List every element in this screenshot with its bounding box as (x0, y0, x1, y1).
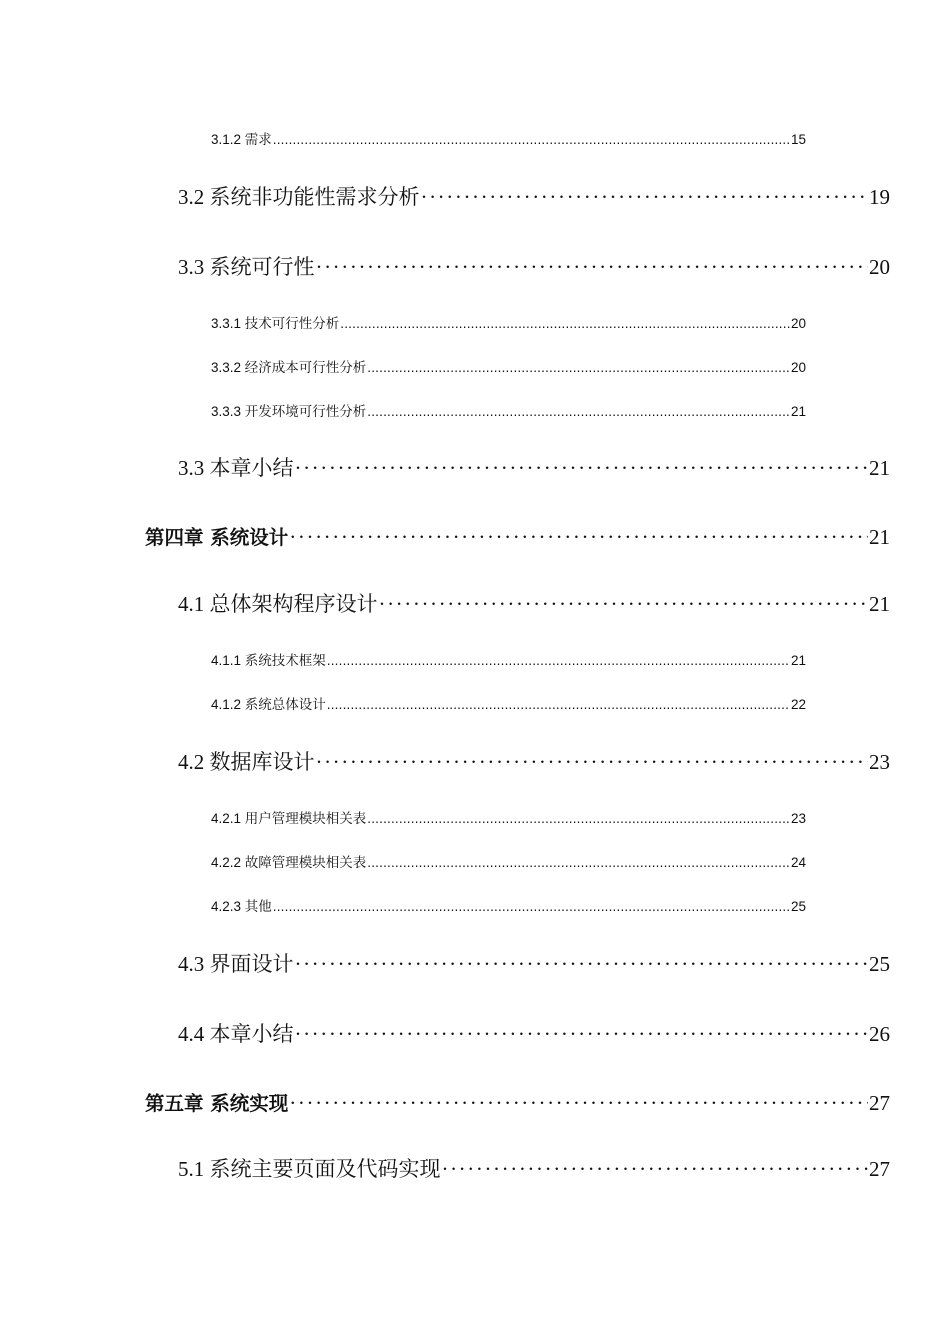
dot-leader (367, 404, 790, 419)
dot-leader (273, 899, 790, 914)
dot-leader (327, 653, 790, 668)
dot-leader (289, 525, 868, 550)
toc-entry-page: 22 (790, 697, 806, 712)
toc-entry-title: 3.3 本章小结 (178, 456, 294, 480)
toc-entry-title: 4.4 本章小结 (178, 1022, 294, 1046)
toc-entry-chapter-4[interactable] (145, 522, 890, 550)
toc-entry-page: 21 (869, 592, 890, 616)
toc-entry-3-3-1[interactable] (211, 312, 806, 332)
toc-entry-page: 26 (869, 1022, 890, 1046)
toc-entry-title: 3.3 系统可行性 (178, 255, 315, 279)
toc-entry-page: 25 (869, 952, 890, 976)
dot-leader (327, 697, 790, 712)
toc-entry-title: 第四章 系统设计 (145, 526, 289, 549)
toc-entry-title: 4.2.2 故障管理模块相关表 (211, 855, 367, 870)
toc-entry-3-3-summary[interactable] (178, 452, 890, 482)
toc-entry-4-1-2[interactable] (211, 693, 806, 713)
toc-entry-title: 3.3.3 开发环境可行性分析 (211, 404, 367, 419)
toc-entry-3-3[interactable] (178, 251, 890, 281)
toc-entry-page: 15 (790, 132, 806, 147)
toc-entry-page: 21 (790, 653, 806, 668)
toc-entry-page: 27 (869, 1091, 890, 1115)
toc-entry-page: 27 (869, 1157, 890, 1181)
toc-entry-4-4[interactable] (178, 1018, 890, 1048)
toc-entry-3-1-2[interactable] (211, 128, 806, 148)
dot-leader (367, 811, 790, 826)
dot-leader (295, 952, 869, 977)
toc-entry-page: 21 (790, 404, 806, 419)
toc-entry-4-2-2[interactable] (211, 851, 806, 871)
dot-leader (367, 855, 790, 870)
toc-entry-5-1[interactable] (178, 1153, 890, 1183)
toc-entry-3-3-2[interactable] (211, 356, 806, 376)
toc-entry-title: 4.1 总体架构程序设计 (178, 592, 378, 616)
toc-entry-page: 20 (869, 255, 890, 279)
dot-leader (316, 255, 869, 280)
toc-entry-3-2[interactable] (178, 181, 890, 211)
toc-entry-page: 20 (790, 360, 806, 375)
toc-entry-page: 24 (790, 855, 806, 870)
toc-entry-4-2[interactable] (178, 746, 890, 776)
toc-entry-page: 21 (869, 456, 890, 480)
toc-entry-title: 3.3.1 技术可行性分析 (211, 316, 340, 331)
toc-entry-page: 23 (790, 811, 806, 826)
toc-entry-title: 3.3.2 经济成本可行性分析 (211, 360, 367, 375)
toc-entry-title: 4.1.2 系统总体设计 (211, 697, 326, 712)
toc-entry-title: 第五章 系统实现 (145, 1092, 289, 1115)
dot-leader (442, 1157, 869, 1182)
toc-entry-title: 3.1.2 需求 (211, 132, 272, 147)
toc-entry-page: 21 (869, 525, 890, 549)
toc-entry-4-1-1[interactable] (211, 649, 806, 669)
toc-entry-title: 5.1 系统主要页面及代码实现 (178, 1157, 441, 1181)
dot-leader (295, 1022, 869, 1047)
toc-entry-title: 4.1.1 系统技术框架 (211, 653, 326, 668)
toc-entry-page: 25 (790, 899, 806, 914)
toc-entry-chapter-5[interactable] (145, 1088, 890, 1116)
toc-entry-page: 23 (869, 750, 890, 774)
toc-entry-4-2-3[interactable] (211, 895, 806, 915)
dot-leader (316, 750, 869, 775)
toc-entry-title: 4.2 数据库设计 (178, 750, 315, 774)
dot-leader (421, 185, 869, 210)
dot-leader (340, 316, 790, 331)
dot-leader (295, 456, 869, 481)
toc-entry-3-3-3[interactable] (211, 400, 806, 420)
dot-leader (273, 132, 790, 147)
dot-leader (367, 360, 790, 375)
toc-entry-title: 4.2.1 用户管理模块相关表 (211, 811, 367, 826)
dot-leader (379, 592, 869, 617)
toc-entry-4-3[interactable] (178, 948, 890, 978)
toc-entry-4-1[interactable] (178, 588, 890, 618)
dot-leader (289, 1091, 868, 1116)
toc-entry-title: 4.3 界面设计 (178, 952, 294, 976)
toc-entry-title: 4.2.3 其他 (211, 899, 272, 914)
toc-entry-page: 20 (790, 316, 806, 331)
toc-entry-title: 3.2 系统非功能性需求分析 (178, 185, 420, 209)
toc-entry-page: 19 (869, 185, 890, 209)
toc-entry-4-2-1[interactable] (211, 807, 806, 827)
